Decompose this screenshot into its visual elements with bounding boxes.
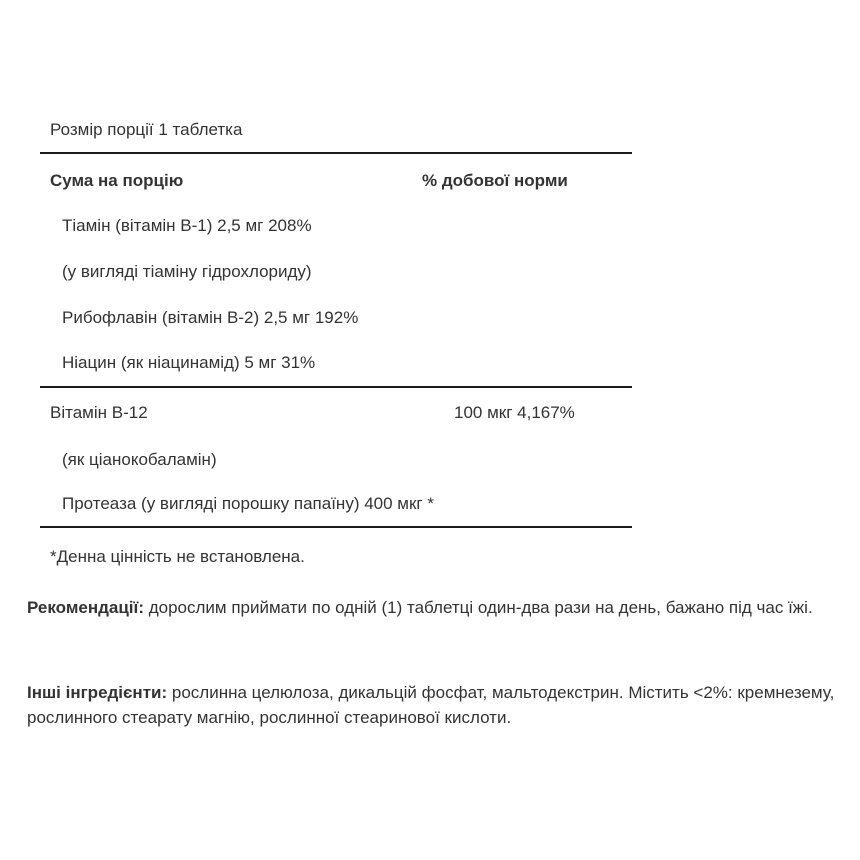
nutrient-row-b12-name: Вітамін B-12 xyxy=(50,403,148,422)
nutrient-row-riboflavin: Рибофлавін (вітамін B-2) 2,5 мг 192% xyxy=(62,308,359,327)
amount-per-serving-header: Сума на порцію xyxy=(50,171,184,190)
nutrient-row-niacin: Ніацин (як ніацинамід) 5 мг 31% xyxy=(62,353,316,372)
daily-value-header: % добової норми xyxy=(422,171,568,190)
divider-bottom xyxy=(40,526,632,528)
other-ingredients-paragraph xyxy=(27,680,842,730)
other-ingredients-text: рослинна целюлоза, дикальцій фосфат, мальтодекстрин. Містить <2%: кремнезему, рослинного стеарату магнію, рослинної стеаринової кислоти. xyxy=(27,683,835,727)
nutrient-row-b12-amount: 100 мкг 4,167% xyxy=(454,403,575,422)
nutrient-row-b12-form: (як ціанокобаламін) xyxy=(62,450,217,469)
divider-top xyxy=(40,152,632,154)
other-ingredients-label: Інші інгредієнти: xyxy=(27,683,168,702)
nutrient-row-thiamine-form: (у вигляді тіаміну гідрохлориду) xyxy=(62,262,312,281)
recommendations-paragraph xyxy=(27,595,842,620)
nutrient-row-protease: Протеаза (у вигляді порошку папаїну) 400 мкг * xyxy=(62,494,434,513)
recommendations-label: Рекомендації: xyxy=(27,598,144,617)
serving-size: Розмір порції 1 таблетка xyxy=(50,120,243,139)
nutrient-row-thiamine: Тіамін (вітамін B-1) 2,5 мг 208% xyxy=(62,216,312,235)
footnote: *Денна цінність не встановлена. xyxy=(50,547,305,566)
divider-middle xyxy=(40,386,632,388)
recommendations-text: дорослим приймати по одній (1) таблетці один-два рази на день, бажано під час їжі. xyxy=(143,598,813,617)
